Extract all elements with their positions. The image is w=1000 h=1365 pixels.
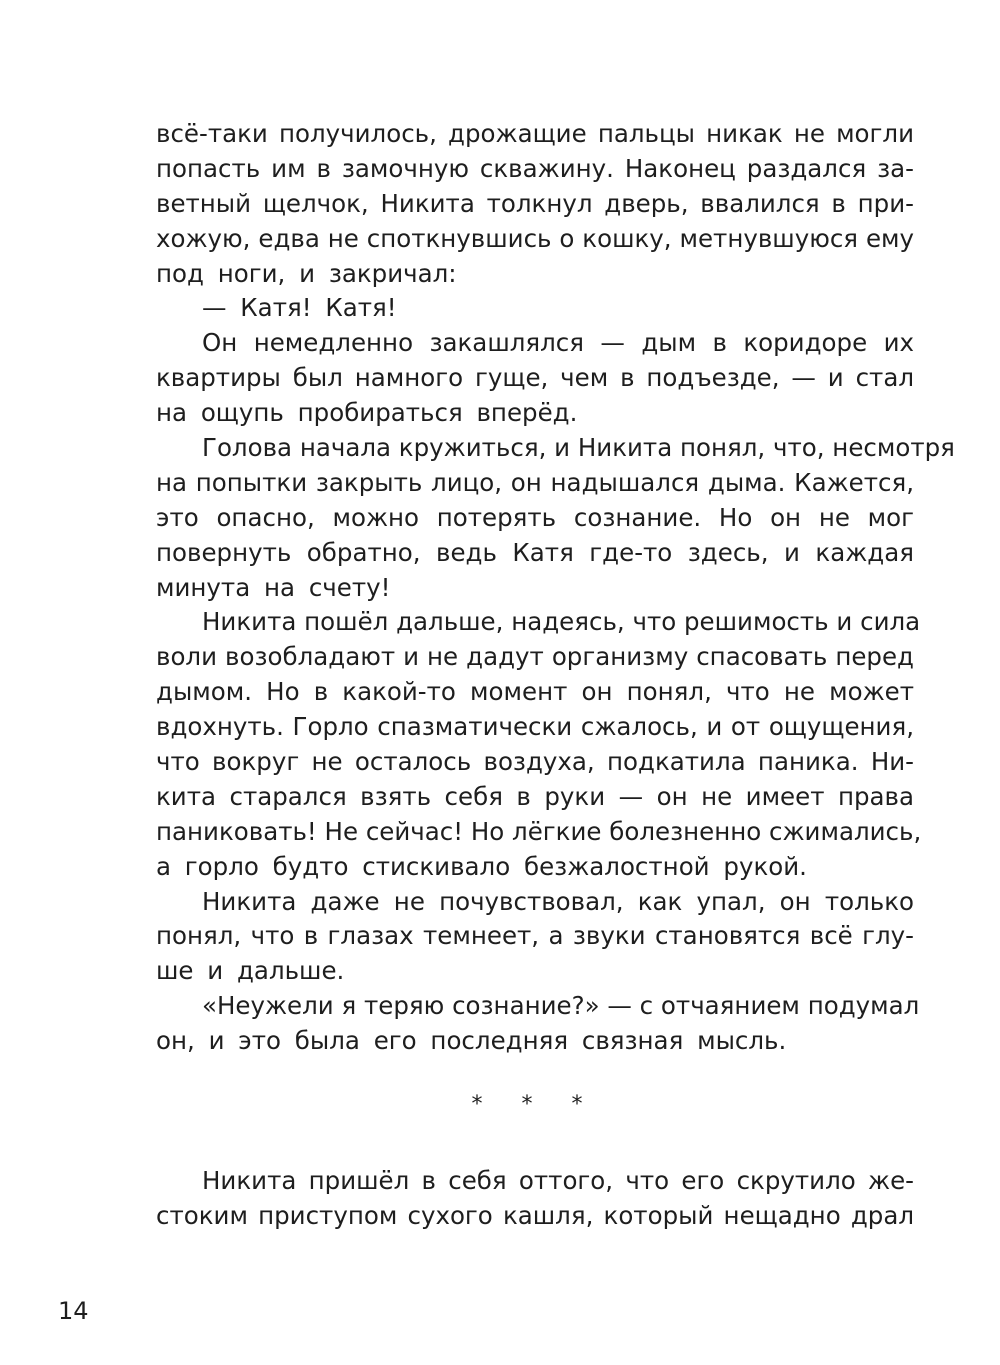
section-separator: * * *: [471, 1092, 599, 1117]
text-line: а горло будто стискивало безжалостной рукой.: [156, 851, 807, 881]
text-line: что вокруг не осталось воздуха, подкатила паника. Ни-: [156, 747, 914, 777]
text-line: стоким приступом сухого кашля, который нещадно драл: [156, 1200, 914, 1230]
text-line: он, и это была его последняя связная мысль.: [156, 1026, 787, 1056]
text-line: всё-таки получилось, дрожащие пальцы никак не могли: [156, 119, 914, 148]
main-text-continued: [156, 1164, 914, 1234]
text-line: квартиры был намного гуще, чем в подъезде, — и стал: [156, 363, 914, 393]
text-line: на попытки закрыть лицо, он надышался дыма. Кажется,: [156, 467, 914, 497]
text-line: ше и дальше.: [156, 956, 345, 986]
text-line: понял, что в глазах темнеет, а звуки становятся всё глу-: [156, 921, 914, 951]
text-line: это опасно, можно потерять сознание. Но он не мог: [156, 502, 914, 532]
text-line: минута на счету!: [156, 572, 391, 602]
text-line: паниковать! Не сейчас! Но лёгкие болезненно сжимались,: [156, 816, 922, 846]
text-line: на ощупь пробираться вперёд.: [156, 398, 578, 428]
main-text: [156, 117, 955, 1059]
text-line: воли возобладают и не дадут организму спасовать перед: [156, 642, 914, 672]
text-line: под ноги, и закричал:: [156, 258, 457, 288]
text-line: Он немедленно закашлялся — дым в коридоре их: [202, 328, 914, 358]
text-line: Никита пошёл дальше, надеясь, что решимость и сила: [202, 607, 921, 637]
text-line: хожую, едва не споткнувшись о кошку, метнувшуюся ему: [156, 223, 914, 253]
text-line: повернуть обратно, ведь Катя где-то здесь, и каждая: [156, 537, 914, 567]
text-line: Никита пришёл в себя оттого, что его скрутило же-: [202, 1166, 914, 1195]
text-line: вдохнуть. Горло спазматически сжалось, и от ощущения,: [156, 712, 914, 742]
text-line: — Катя! Катя!: [202, 293, 397, 323]
text-line: Голова начала кружиться, и Никита понял, что, несмотря: [202, 433, 955, 463]
text-line: попасть им в замочную скважину. Наконец раздался за-: [156, 153, 914, 183]
text-line: дымом. Но в какой-то момент он понял, что не может: [156, 677, 914, 707]
text-line: кита старался взять себя в руки — он не имеет права: [156, 781, 914, 811]
text-line: «Неужели я теряю сознание?» — с отчаянием подумал: [202, 991, 920, 1021]
text-line: ветный щелчок, Никита толкнул дверь, ввалился в при-: [156, 188, 914, 218]
page-number: 14: [58, 1297, 89, 1325]
text-line: Никита даже не почувствовал, как упал, он только: [202, 886, 914, 916]
